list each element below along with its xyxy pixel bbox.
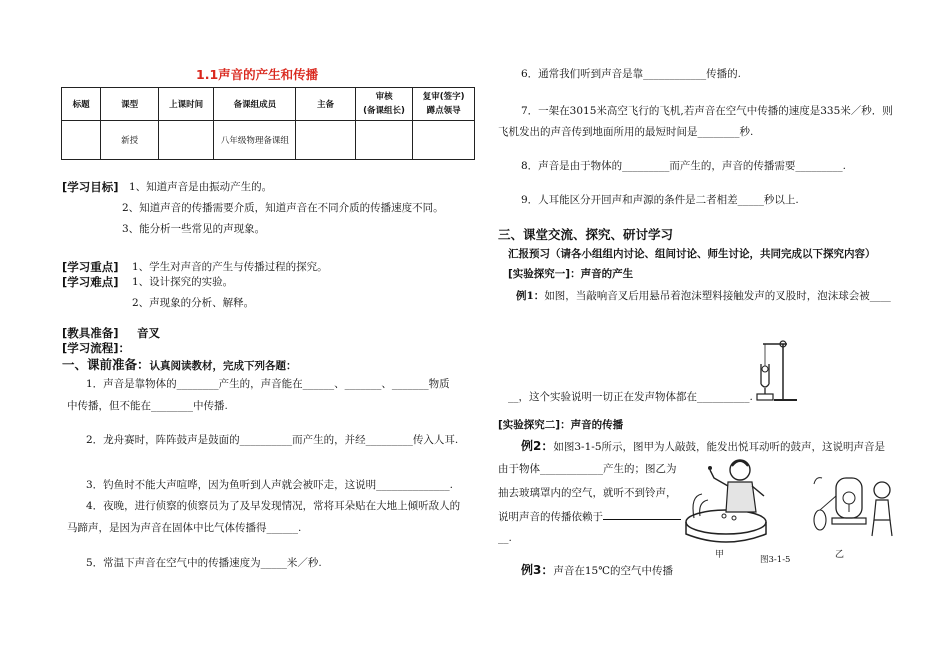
question-1b: 中传播，但不能在________中传播.	[67, 400, 228, 412]
tuning-fork-apparatus-image	[753, 336, 809, 406]
section1-instruction: 认真阅读教材，完成下列各题：	[149, 360, 297, 372]
section1-heading	[62, 355, 297, 373]
difficulty-item: 1、设计探究的实验。	[132, 276, 234, 288]
report-label: 汇报预习	[508, 248, 550, 260]
example2-line1	[521, 439, 885, 454]
question-4a: 4．夜晚，进行侦察的侦察员为了及早发现情况，常将耳朵贴在大地上倾听敌人的	[86, 500, 461, 512]
question-2: 2．龙舟赛时，阵阵鼓声是鼓面的__________而产生的，并经_________传入人耳.	[86, 434, 459, 446]
goal-item: 1、知道声音是由振动产生的。	[129, 181, 273, 193]
table-cell: 新授	[101, 121, 159, 160]
experiment1-heading	[508, 267, 633, 281]
experiment2-label: [实验探究二]：	[498, 419, 571, 431]
question-3: 3．钓鱼时不能大声喧哗，因为鱼听到人声就会被吓走，这说明______________.	[86, 479, 454, 491]
example2-text-d: 说明声音的传播依赖于	[498, 511, 603, 523]
report-line	[508, 247, 876, 261]
example2-line5: __.	[498, 532, 512, 544]
table-cell	[296, 121, 356, 160]
key-points-text: 1、学生对声音的产生与传播过程的探究。	[132, 261, 328, 273]
experiment2-title: 声音的传播	[570, 419, 624, 431]
key-points-label: [学习重点]	[62, 260, 119, 274]
table-header-row	[62, 88, 475, 121]
bell-jar-illustration-image	[808, 470, 900, 540]
page-title: 1.1声音的产生和传播	[196, 67, 319, 82]
example1-label: 例1：	[516, 290, 545, 302]
equipment-label: [教具准备]	[62, 326, 119, 340]
table-header-cell: 上课时间	[158, 88, 214, 121]
section1-title: 一、课前准备：	[62, 357, 150, 372]
section3-heading: 三、课堂交流、探究、研讨学习	[498, 227, 674, 242]
table-header-cell: 复审(签字) 蹲点领导	[413, 88, 475, 121]
example2-line4	[498, 509, 681, 524]
question-1a: 1．声音是靠物体的________产生的，声音能在______、_______、_______物质	[86, 378, 450, 390]
example3-line	[521, 563, 673, 578]
example2-line2: 由于物体____________产生的；图乙为	[498, 463, 677, 475]
question-5: 5．常温下声音在空气中的传播速度为_____米／秒.	[86, 557, 322, 569]
example1-line2: __，这个实验说明一切正在发声物体都在__________.	[508, 391, 753, 403]
example1-text-a: 如图，当敲响音叉后用悬吊着泡沫塑料接触发声的叉股时，泡沫球会被____	[544, 290, 891, 302]
example3-text: 声音在15℃的空气中传播	[553, 565, 673, 577]
figure-label-yi: 乙	[835, 550, 845, 560]
question-7b: 飞机发出的声音传到地面所用的最短时间是________秒.	[498, 126, 754, 138]
table-cell: 八年级物理备课组	[214, 121, 296, 160]
equipment-text: 音叉	[137, 326, 160, 340]
table-cell	[62, 121, 101, 160]
flow-label: [学习流程]：	[62, 341, 131, 355]
goal-item: 2、知道声音的传播需要介质，知道声音在不同介质的传播速度不同。	[122, 202, 444, 214]
report-text: （请各小组组内讨论、组间讨论、师生讨论，共同完成以下探究内容）	[550, 248, 876, 260]
question-9: 9．人耳能区分开回声和声源的条件是二者相差_____秒以上.	[521, 194, 799, 206]
lesson-info-table	[61, 87, 475, 160]
example2-line3: 抽去玻璃罩内的空气，就听不到铃声，	[498, 487, 677, 499]
example2-text-a: 如图3-1-5所示，图甲为人敲鼓，能发出悦耳动听的鼓声，这说明声音是	[553, 441, 885, 453]
figure-label-jia: 甲	[715, 550, 725, 560]
goal-item: 3、能分析一些常见的声现象。	[122, 223, 266, 235]
table-header-cell: 主备	[296, 88, 356, 121]
question-6: 6．通常我们听到声音是靠____________传播的.	[521, 68, 742, 80]
experiment1-label: [实验探究一]：	[508, 268, 581, 280]
table-header-cell: 标题	[62, 88, 101, 121]
table-header-cell: 备课组成员	[214, 88, 296, 121]
table-row	[62, 121, 475, 160]
question-7a: 7．一架在3015米高空飞行的飞机,若声音在空气中传播的速度是335米／秒．则	[521, 105, 893, 117]
question-8: 8．声音是由于物体的_________而产生的，声音的传播需要_________.	[521, 160, 847, 172]
difficulty-item: 2、声现象的分析、解释。	[132, 297, 255, 309]
figure-caption: 图3-1-5	[760, 555, 791, 565]
table-cell	[158, 121, 214, 160]
question-4b: 马蹄声，是因为声音在固体中比气体传播得______.	[67, 522, 302, 534]
experiment1-title: 声音的产生	[580, 268, 634, 280]
goals-label: [学习目标]	[62, 180, 119, 194]
example3-label: 例3：	[521, 563, 554, 577]
table-header-cell: 审核 (备课组长)	[355, 88, 413, 121]
table-header-cell: 课型	[101, 88, 159, 121]
table-cell	[413, 121, 475, 160]
experiment2-heading	[498, 418, 623, 432]
answer-blank	[603, 509, 681, 520]
example1-line1	[516, 289, 891, 303]
drum-illustration-image	[680, 456, 772, 548]
example2-label: 例2：	[521, 439, 554, 453]
difficulties-label: [学习难点]	[62, 275, 119, 289]
table-cell	[355, 121, 413, 160]
